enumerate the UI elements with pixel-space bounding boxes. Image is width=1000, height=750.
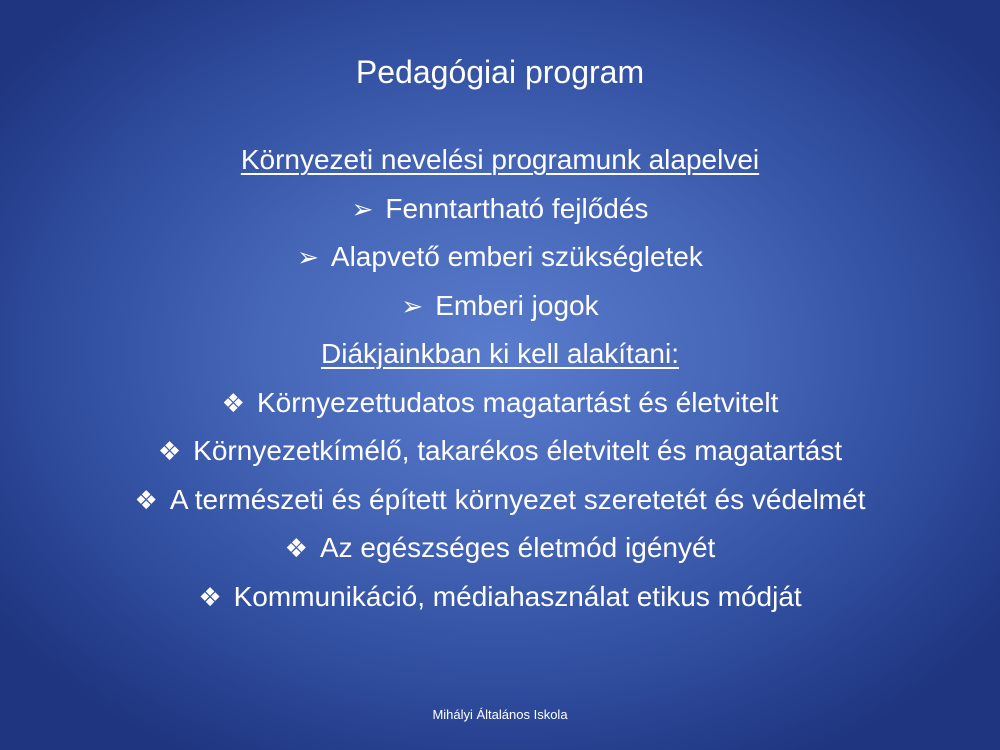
list-item [0,427,1000,476]
diamond-bullet-icon: ❖ [221,387,245,418]
arrow-bullet-icon: ➢ [297,242,319,272]
list-item-text: Fenntartható fejlődés [385,192,649,224]
list-item [0,379,1000,428]
diamond-bullet-icon: ❖ [157,436,182,466]
list-item-text: Kommunikáció, médiahasználat etikus módját [233,580,802,612]
slide-title: Pedagógiai program [355,54,645,90]
list-item-text: Környezettudatos magatartást és életvitelt [256,386,779,418]
arrow-bullet-icon: ➢ [351,193,374,224]
section-heading-goals-text: Diákjainkban ki kell alakítani: [321,338,679,369]
section-heading-principles [0,136,1000,185]
list-item-text: Emberi jogok [435,289,599,321]
list-item [0,282,1000,331]
list-item-text: Az egészséges életmód igényét [319,532,716,563]
list-item-text: Alapvető emberi szükségletek [330,241,703,272]
arrow-bullet-icon: ➢ [401,290,424,321]
section-heading-goals [0,330,1000,379]
slide-body [0,136,1000,621]
list-item [0,524,1000,573]
slide-footer: Mihályi Általános Iskola [432,707,568,722]
list-item-text: A természeti és épített környezet szeretetét és védelmét [169,483,866,515]
list-item-text: Környezetkímélő, takarékos életvitelt és magatartást [193,435,843,466]
diamond-bullet-icon: ❖ [284,533,308,563]
diamond-bullet-icon: ❖ [198,581,222,612]
list-item [0,233,1000,282]
list-item [0,573,1000,622]
list-item [0,476,1000,525]
diamond-bullet-icon: ❖ [134,484,158,515]
list-item [0,185,1000,234]
section-heading-principles-text: Környezeti nevelési programunk alapelvei [240,144,760,175]
